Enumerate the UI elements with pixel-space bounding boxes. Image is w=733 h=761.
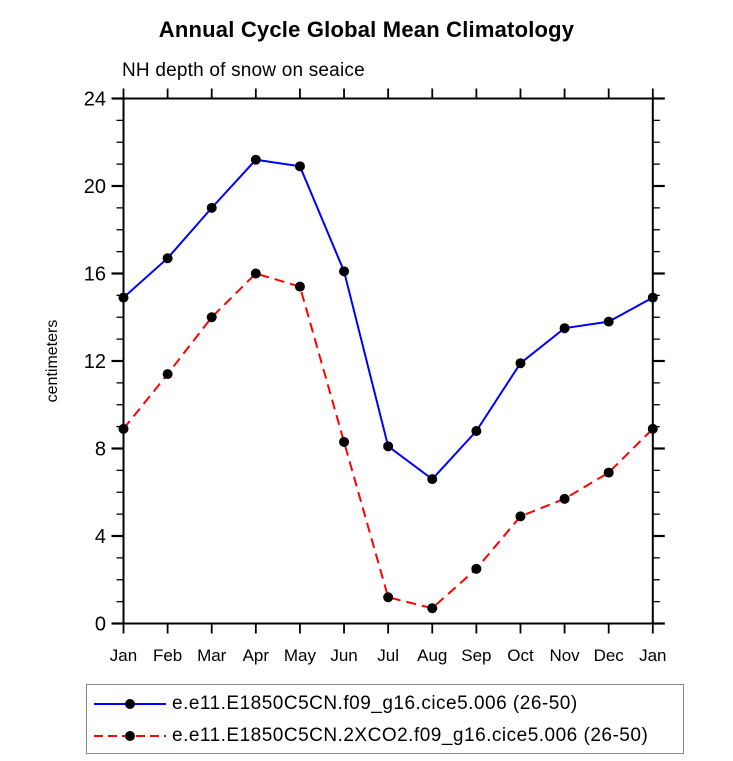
x-tick-label: Aug	[417, 646, 448, 665]
legend-label: e.e11.E1850C5CN.f09_g16.cice5.006 (26-50)	[172, 693, 578, 714]
series-markers-1	[119, 269, 658, 614]
x-tick-label: Jul	[377, 646, 400, 665]
y-axis-tick-labels	[84, 89, 106, 636]
x-axis-ticks	[124, 89, 653, 634]
legend-label: e.e11.E1850C5CN.2XCO2.f09_g16.cice5.006 (26-50)	[172, 725, 649, 746]
y-axis-ticks	[112, 99, 665, 624]
y-tick-label: 16	[83, 263, 106, 286]
y-tick-label: 12	[83, 351, 106, 373]
legend-line-sample-solid	[91, 696, 169, 712]
x-tick-label: Jun	[330, 646, 358, 665]
x-tick-label: Oct	[507, 646, 534, 665]
legend-box	[86, 684, 684, 754]
y-axis-label-text: centimeters	[44, 319, 61, 403]
x-axis-tick-labels	[110, 646, 667, 665]
x-tick-label: Jan	[639, 646, 667, 665]
x-tick-label: Mar	[197, 646, 227, 665]
series-markers-0	[119, 155, 658, 484]
x-tick-label: Jan	[109, 646, 138, 665]
y-axis-label	[44, 320, 61, 403]
x-tick-label: Sep	[461, 646, 492, 665]
series-line-0	[124, 160, 653, 479]
x-tick-label: Feb	[152, 646, 183, 665]
plot-axes	[124, 99, 653, 624]
x-tick-label: May	[283, 646, 316, 665]
chart-subtitle: NH depth of snow on seaice	[122, 60, 365, 81]
chart-title: Annual Cycle Global Mean Climatology	[158, 17, 575, 42]
y-tick-label: 20	[83, 176, 106, 198]
legend-line-sample-dashed	[91, 728, 169, 744]
legend-item-2xco2-run	[91, 722, 679, 750]
x-tick-label: Dec	[593, 646, 624, 665]
series-line-1	[124, 274, 653, 609]
y-tick-label: 4	[94, 526, 106, 548]
legend-item-control-run	[91, 690, 679, 718]
y-tick-label: 24	[83, 88, 106, 111]
y-tick-label: 0	[94, 613, 106, 636]
x-tick-label: Apr	[242, 646, 270, 665]
x-tick-label: Nov	[549, 646, 580, 665]
y-tick-label: 8	[94, 438, 106, 461]
